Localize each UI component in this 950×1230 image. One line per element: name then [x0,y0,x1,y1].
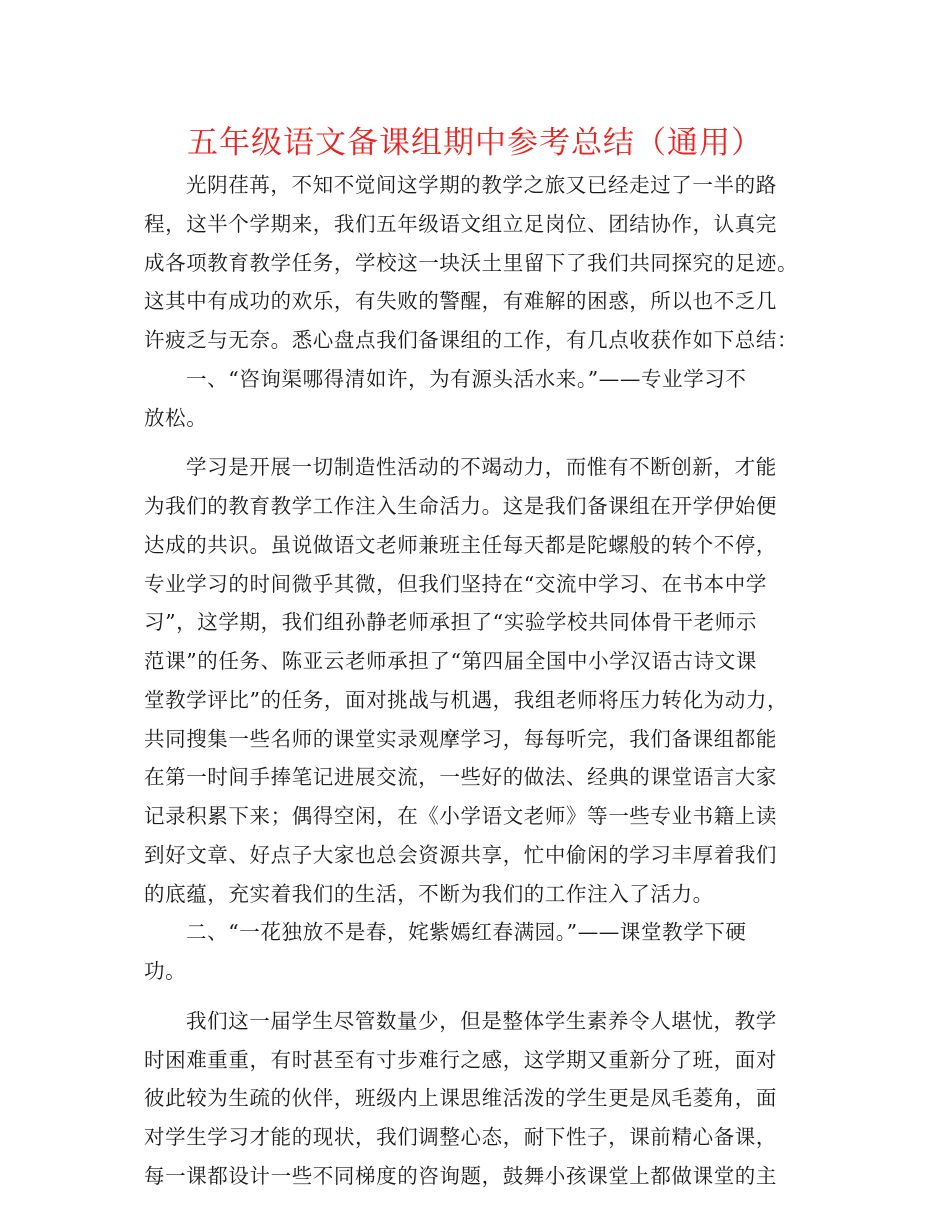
body-line: 对学生学习才能的现状，我们调整心态，耐下性子，课前精心备课， [144,1125,777,1149]
paragraph-gap [144,437,814,448]
body-line: 在第一时间手捧笔记进展交流，一些好的做法、经典的课堂语言大家 [144,765,777,790]
body-line: 光阴荏苒，不知不觉间这学期的教学之旅又已经走过了一半的路 [186,173,777,197]
body-line: 学习是开展一切制造性活动的不竭动力，而惟有不断创新，才能 [186,455,777,480]
body-line: 的底蕴，充实着我们的生活，不断为我们的工作注入了活力。 [144,881,714,906]
document-body [144,166,814,1196]
body-line: 到好文章、好点子大家也总会资源共享，忙中偷闲的学习丰厚着我们 [144,842,777,867]
body-line: 范课”的任务、陈亚云老师承担了“第四届全国中小学汉语古诗文课 [144,649,757,673]
body-line: 程，这半个学期来，我们五年级语文组立足岗位、团结协作，认真完 [144,211,777,236]
body-line: 习”，这学期，我们组孙静老师承担了“实验学校共同体骨干老师示 [144,610,757,635]
section-heading-line: 放松。 [144,405,208,430]
body-line: 这其中有成功的欢乐，有失败的警醒，有难解的困惑，所以也不乏几 [144,289,777,314]
body-line: 我们这一届学生尽管数量少，但是整体学生素养令人堪忧，教学 [186,1008,777,1033]
body-line: 堂教学评比”的任务，面对挑战与机遇，我组老师将压力转化为动力， [144,687,789,712]
body-line: 时困难重重，有时甚至有寸步难行之感，这学期又重新分了班，面对 [144,1047,777,1072]
body-line: 专业学习的时间微乎其微，但我们坚持在“交流中学习、在书本中学 [144,571,767,596]
paragraph-gap [144,991,814,1002]
body-line: 每一课都设计一些不同梯度的咨询题，鼓舞小孩课堂上都做课堂的主 [144,1163,777,1188]
body-line: 彼此较为生疏的伙伴，班级内上课思维活泼的学生更是凤毛菱角，面 [144,1086,777,1111]
body-line: 记录积累下来；偶得空闲，在《小学语文老师》等一些专业书籍上读 [144,804,777,828]
body-line: 为我们的教育教学工作注入生命活力。这是我们备课组在开学伊始便 [144,494,777,518]
section-heading-line: 功。 [144,959,187,983]
body-line: 达成的共识。虽说做语文老师兼班主任每天都是陀螺般的转个不停， [144,532,777,557]
body-line: 许疲乏与无奈。悉心盘点我们备课组的工作，有几点收获作如下总结： [144,328,799,352]
body-line: 共同搜集一些名师的课堂实录观摩学习，每每听完，我们备课组都能 [144,726,777,751]
section-heading-line: 二、“一花独放不是春，姹紫嫣红春满园。”——课堂教学下硬 [186,920,747,945]
document-title: 五年级语文备课组期中参考总结（通用） [187,125,763,161]
section-heading-line: 一、“咨询渠哪得清如许，为有源头活水来。”——专业学习不 [186,366,747,391]
body-line: 成各项教育教学任务，学校这一块沃土里留下了我们共同探究的足迹。 [144,250,799,275]
